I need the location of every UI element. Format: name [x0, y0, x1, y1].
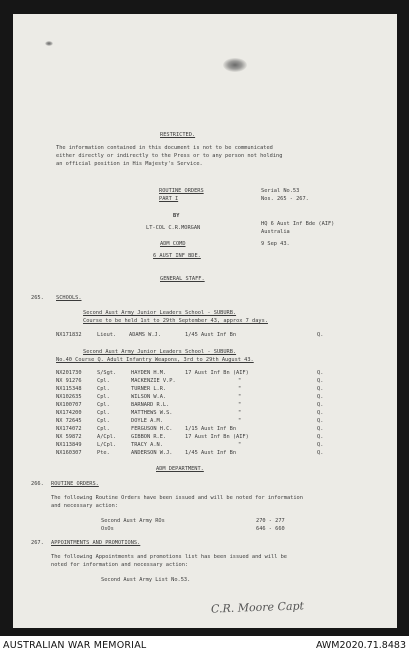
routine-orders-value-2: 646 - 660 [256, 526, 285, 532]
signature: C.R. Moore Capt [210, 599, 305, 616]
ink-smudge [223, 58, 247, 72]
notice-line-2: either directly or indirectly to the Press or to any person not holding [56, 153, 283, 159]
doc-type: ROUTINE ORDERS [159, 188, 204, 194]
army-list: Second Aust Army List No.53. [101, 577, 191, 583]
footer-source: AUSTRALIAN WAR MEMORIAL [3, 640, 147, 651]
ink-mark [45, 41, 53, 46]
section-267-number: 267. [31, 540, 44, 546]
notice-line-1: The information contained in this document is not to be communicated [56, 145, 273, 151]
order-date: 9 Sep 43. [261, 241, 290, 247]
document-page: RESTRICTED. The information contained in this document is not to be communicated either directly or indirectly to the Press or to any person not holding an official position in His Majesty's Service. ROUTINE ORDERS Serial No.53 PART I Nos. 265 - 267. BY LT-COL C.R.MORGAN HQ 6 Aust Inf Bde (AIF) Australia ADM COMD 9 Sep 43. 6 AUST INF BDE. GENERAL STAFF. 265. SCHOOLS. Second Aust Army Junior Leaders School - SUBURB. Course to be held 1st to 29th September 43, approx 7 days. NX171832 Lieut. ADAMS W.J. 1/45 Aust Inf Bn Q. Second Aust Army Junior Leaders School - SUBURB. No.40 Course Q. Adult Infantry Weapons, 3rd to 29th August 43. NX201730 S/Sgt. HAYDEN H.M. 17 Aust Inf Bn (AIF) Q. NX 91276 Cpl. MACKENZIE V.P. " Q. NX115348 Cpl. TURNER L.R. " Q. NX102635 Cpl. WILSON W.A. " Q. NX100707 Cpl. BARNARD R.L. " Q. NX174200 Cpl. MATTHEWS W.S. " Q. NX 72645 Cpl. DOYLE A.M. " Q. NX174072 Cpl. FERGUSON H.C. 1/15 Aust Inf Bn Q. NX 59872 A/Cpl. GIBBON R.E. 17 Aust Inf Bn (AIF) Q. NX113849 L/Cpl. TRACY A.N. " Q. NX160307 Pte. ANDERSON W.J. 1/45 Aust Inf Bn Q. ADM DEPARTMENT. 266. ROUTINE ORDERS. The following Routine Orders have been issued and will be noted for information and necessary action: Second Aust Army ROs 270 - 277 OsOs 646 - 660 267. APPOINTMENTS AND PROMOTIONS. The following Appointments and promotions list has been issued and will be noted for information and necessary action: Second Aust Army List No.53. C.R. Moore Capt [13, 14, 397, 628]
course-1-subtitle: Course to be held 1st to 29th September 43, approx 7 days. [83, 318, 268, 324]
footer-bar [0, 636, 409, 653]
by-label: BY [173, 213, 180, 219]
classification: RESTRICTED. [160, 132, 196, 138]
hq-line-2: Australia [261, 229, 290, 235]
section-267-title: APPOINTMENTS AND PROMOTIONS. [51, 540, 141, 546]
course-2-subtitle: No.40 Course Q. Adult Infantry Weapons, 3rd to 29th August 43. [56, 357, 254, 363]
routine-orders-value-1: 270 - 277 [256, 518, 285, 524]
part: PART I [159, 196, 179, 202]
section-267-text-1: The following Appointments and promotions list has been issued and will be [51, 554, 287, 560]
order-numbers: Nos. 265 - 267. [261, 196, 309, 202]
section-266-text-1: The following Routine Orders have been issued and will be noted for information [51, 495, 303, 501]
section-266-title: ROUTINE ORDERS. [51, 481, 99, 487]
section-267-text-2: noted for information and necessary action: [51, 562, 189, 568]
routine-orders-label-1: Second Aust Army ROs [101, 518, 165, 524]
footer-accession-number: AWM2020.71.8483 [315, 640, 406, 651]
unit-title: 6 AUST INF BDE. [153, 253, 201, 259]
notice-line-3: an official position in His Majesty's Service. [56, 161, 203, 167]
section-266-text-2: and necessary action: [51, 503, 118, 509]
issuer: LT-COL C.R.MORGAN [146, 225, 201, 231]
section-265-title: SCHOOLS. [56, 295, 82, 301]
section-266-number: 266. [31, 481, 44, 487]
general-staff-heading: GENERAL STAFF. [160, 276, 205, 282]
course-2-title: Second Aust Army Junior Leaders School - SUBURB. [83, 349, 237, 355]
command: ADM COMD [160, 241, 186, 247]
section-265-number: 265. [31, 295, 44, 301]
adm-department-heading: ADM DEPARTMENT. [156, 466, 204, 472]
routine-orders-label-2: OsOs [101, 526, 114, 532]
serial-number: Serial No.53 [261, 188, 300, 194]
course-1-title: Second Aust Army Junior Leaders School - SUBURB. [83, 310, 237, 316]
hq-line-1: HQ 6 Aust Inf Bde (AIF) [261, 221, 335, 227]
